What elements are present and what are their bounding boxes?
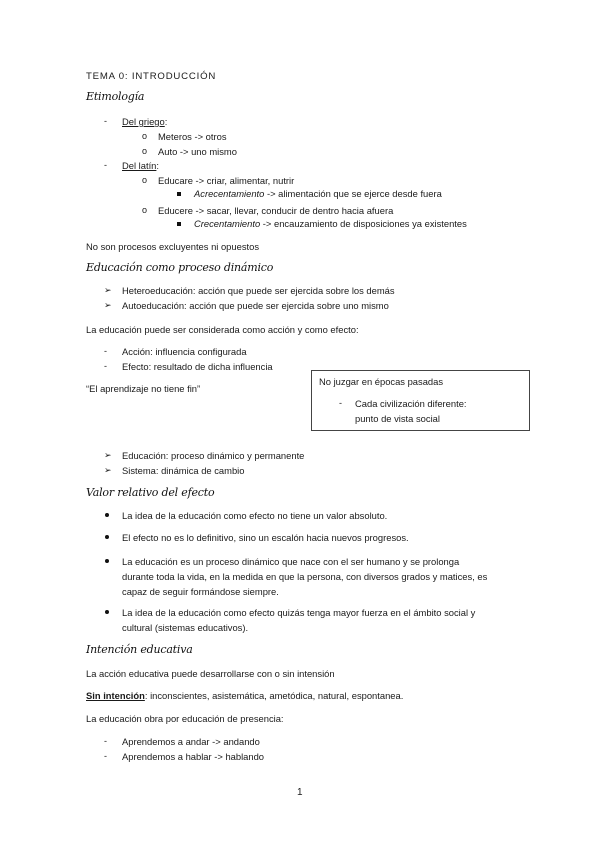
dash-bullet: - [104,116,107,126]
circle-bullet: o [142,175,148,185]
latin-label: Del latín: [122,160,160,171]
latin-educare-sub: Acrecentamiento -> alimentación que se ejerce desde fuera [194,188,442,199]
round-bullet [105,513,109,517]
griego-item-2: Auto -> uno mismo [158,146,237,157]
round-bullet [105,535,109,539]
intencion-line-1: La acción educativa puede desarrollarse con o sin intensión [86,668,335,679]
round-bullet [105,610,109,614]
circle-bullet: o [142,146,148,156]
square-bullet [177,192,181,196]
accion-item: Acción: influencia configurada [122,346,247,357]
arrow-bullet-icon: ➢ [104,300,112,310]
note-box-title: No juzgar en épocas pasadas [319,376,444,387]
square-bullet [177,222,181,226]
dash-bullet: - [104,160,107,170]
intencion-line-3: La educación obra por educación de presencia: [86,713,284,724]
section-heading-valor: Valor relativo del efecto [86,486,215,499]
andar-item: Aprendemos a andar -> andando [122,736,260,747]
sin-intencion-line: Sin intención: inconscientes, asistemática, ametódica, natural, espontanea. [86,690,404,701]
circle-bullet: o [142,131,148,141]
section-heading-dinamico: Educación como proceso dinámico [86,261,274,274]
latin-educere: Educere -> sacar, llevar, conducir de dentro hacia afuera [158,205,394,216]
note-box-line-1: Cada civilización diferente: [355,398,467,409]
circle-bullet: o [142,205,148,215]
dash-bullet: - [104,346,107,356]
quote: “El aprendizaje no tiene fin” [86,383,201,394]
autoeducacion-item: Autoeducación: acción que puede ser ejercida sobre uno mismo [122,300,389,311]
latin-educare: Educare -> criar, alimentar, nutrir [158,175,295,186]
valor-bullet-4-line-1: La idea de la educación como efecto quizás tenga mayor fuerza en el ámbito social y [122,607,476,618]
section-heading-intencion: Intención educativa [86,643,193,656]
dash-bullet: - [339,398,342,408]
etimologia-note: No son procesos excluyentes ni opuestos [86,241,260,252]
heteroeducacion-item: Heteroeducación: acción que puede ser ejercida sobre los demás [122,285,395,296]
arrow-bullet-icon: ➢ [104,285,112,295]
sistema-item: Sistema: dinámica de cambio [122,465,245,476]
dash-bullet: - [104,751,107,761]
valor-bullet-3-line-1: La educación es un proceso dinámico que nace con el ser humano y se prolonga [122,556,460,567]
note-box-line-2: punto de vista social [355,413,440,424]
valor-bullet-3-line-2: durante toda la vida, en la medida en que la persona, con diversos grados y matices, es [122,571,488,582]
latin-educere-sub: Crecentamiento -> encauzamiento de disposiciones ya existentes [194,218,467,229]
educacion-dinamica-item: Educación: proceso dinámico y permanente [122,450,305,461]
griego-item-1: Meteros -> otros [158,131,227,142]
griego-label: Del griego: [122,116,168,127]
round-bullet [105,559,109,563]
dash-bullet: - [104,736,107,746]
valor-bullet-3-line-3: capaz de seguir formándose siempre. [122,586,279,597]
page-number: 1 [297,787,303,798]
dinamico-intro: La educación puede ser considerada como acción y como efecto: [86,324,359,335]
arrow-bullet-icon: ➢ [104,465,112,475]
arrow-bullet-icon: ➢ [104,450,112,460]
valor-bullet-4-line-2: cultural (sistemas educativos). [122,622,249,633]
valor-bullet-1: La idea de la educación como efecto no tiene un valor absoluto. [122,510,388,521]
efecto-item: Efecto: resultado de dicha influencia [122,361,273,372]
valor-bullet-2: El efecto no es lo definitivo, sino un escalón hacia nuevos progresos. [122,532,409,543]
document-title: TEMA 0: INTRODUCCIÓN [86,71,217,82]
section-heading-etimologia: Etimología [86,90,145,103]
hablar-item: Aprendemos a hablar -> hablando [122,751,265,762]
dash-bullet: - [104,361,107,371]
